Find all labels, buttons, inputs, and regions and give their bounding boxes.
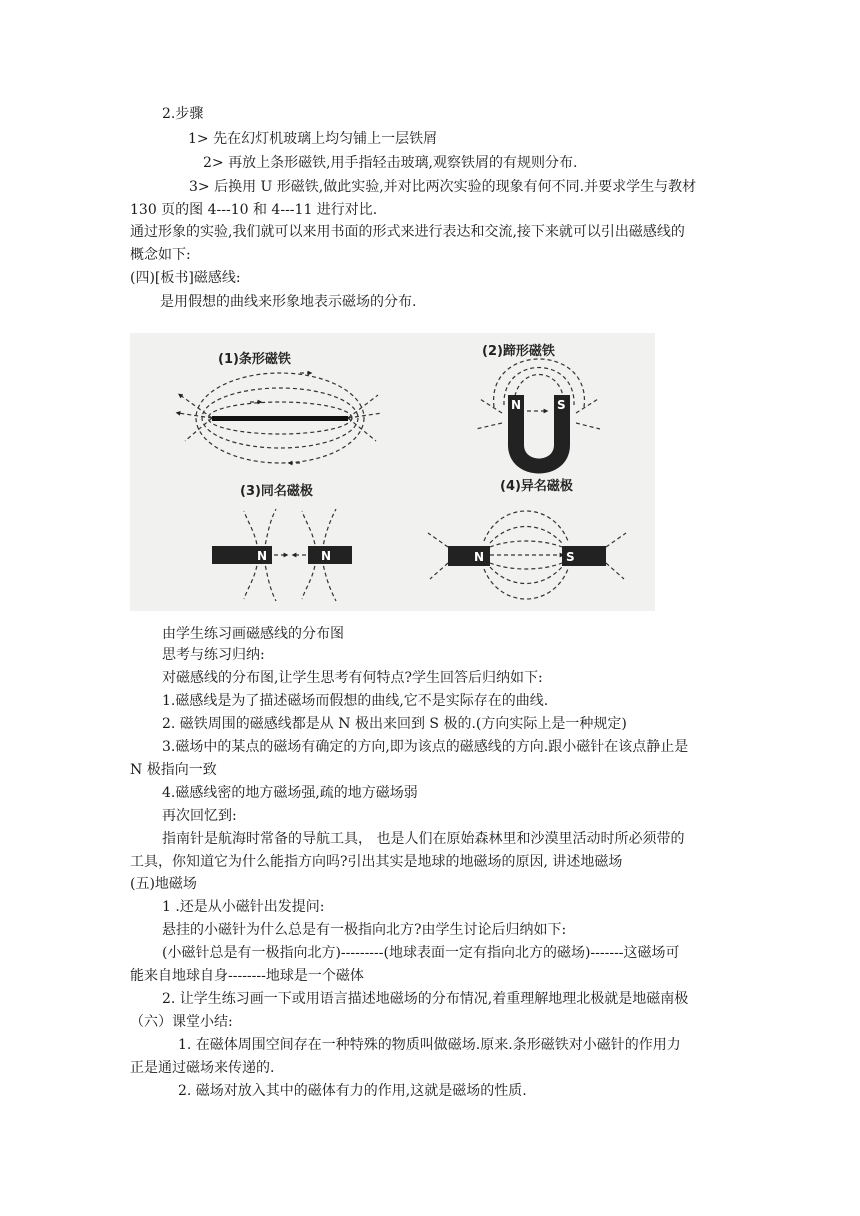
text-line: 工具，你知道它为什么能指方向吗?引出其实是地球的地磁场的原因, 讲述地磁场: [130, 854, 623, 870]
text-line: 1 .还是从小磁针出发提问:: [162, 899, 325, 915]
text-line: 思考与练习归纳:: [162, 647, 265, 663]
text-line: 是用假想的曲线来形象地表示磁场的分布.: [160, 294, 417, 310]
opposite-s-label: S: [566, 550, 575, 564]
opposite-n-label: N: [474, 550, 485, 564]
magnetic-field-figure: [130, 333, 655, 611]
text-line: 3> 后换用 U 形磁铁,做此实验,并对比两次实验的现象有何不同.并要求学生与教材: [189, 179, 697, 195]
section-heading: (四)[板书]磁感线:: [130, 270, 241, 286]
panel-2-label: (2)蹄形磁铁: [482, 344, 555, 359]
text-line: 2.步骤: [162, 106, 204, 122]
list-item: 4.磁感线密的地方磁场强,疏的地方磁场弱: [162, 785, 418, 801]
panel-3-label: (3)同名磁极: [240, 484, 313, 499]
list-item: N 极指向一致: [130, 762, 217, 778]
text-line: 指南针是航海时常备的导航工具， 也是人们在原始森林里和沙漠里活动时所必须带的: [162, 831, 685, 847]
horseshoe-n-label: N: [511, 398, 522, 412]
list-item: 2. 磁铁周围的磁感线都是从 N 极出来回到 S 极的.(方向实际上是一种规定): [162, 716, 627, 732]
text-line: 悬挂的小磁针为什么总是有一极指向北方?由学生讨论后归纳如下:: [162, 922, 567, 938]
list-item: 1.磁感线是为了描述磁场而假想的曲线,它不是实际存在的曲线.: [162, 693, 549, 709]
text-line: 对磁感线的分布图,让学生思考有何特点?学生回答后归纳如下:: [162, 670, 543, 686]
like-left-n-label: N: [257, 549, 268, 563]
list-item: 正是通过磁场来传递的.: [130, 1060, 275, 1076]
text-line: 能来自地球自身--------地球是一个磁体: [130, 968, 364, 984]
text-line: 2. 让学生练习画一下或用语言描述地磁场的分布情况,着重理解地理北极就是地磁南极: [162, 991, 689, 1007]
text-line: 再次回忆到:: [162, 808, 237, 824]
horseshoe-field-lines: [476, 359, 600, 429]
list-item: 3.磁场中的某点的磁场有确定的方向,即为该点的磁感线的方向.跟小磁针在该点静止是: [162, 739, 689, 755]
text-line: 2> 再放上条形磁铁,用手指轻击玻璃,观察铁屑的有规则分布.: [203, 155, 578, 171]
text-line: (小磁针总是有一极指向北方)---------(地球表面一定有指向北方的磁场)-------这磁场可: [162, 945, 680, 961]
list-item: 2. 磁场对放入其中的磁体有力的作用,这就是磁场的性质.: [178, 1083, 527, 1099]
like-right-n-label: N: [321, 549, 332, 563]
section-heading: （六）课堂小结:: [130, 1014, 233, 1030]
panel-4-label: (4)异名磁极: [500, 479, 573, 494]
text-line: 由学生练习画磁感线的分布图: [162, 626, 344, 642]
text-line: 通过形象的实验,我们就可以来用书面的形式来进行表达和交流,接下来就可以引出磁感线的: [130, 224, 685, 240]
text-line: 1> 先在幻灯机玻璃上均匀铺上一层铁屑: [188, 131, 438, 147]
bar-magnet: [212, 416, 348, 421]
panel-1-label: (1)条形磁铁: [218, 352, 291, 367]
field-lines-diagram: [130, 333, 655, 611]
text-line: 130 页的图 4---10 和 4---11 进行对比.: [130, 202, 378, 218]
horseshoe-s-label: S: [557, 398, 566, 412]
text-line: 概念如下:: [130, 247, 191, 263]
list-item: 1. 在磁体周围空间存在一种特殊的物质叫做磁场.原来.条形磁铁对小磁针的作用力: [178, 1037, 681, 1053]
section-heading: (五)地磁场: [130, 876, 197, 892]
